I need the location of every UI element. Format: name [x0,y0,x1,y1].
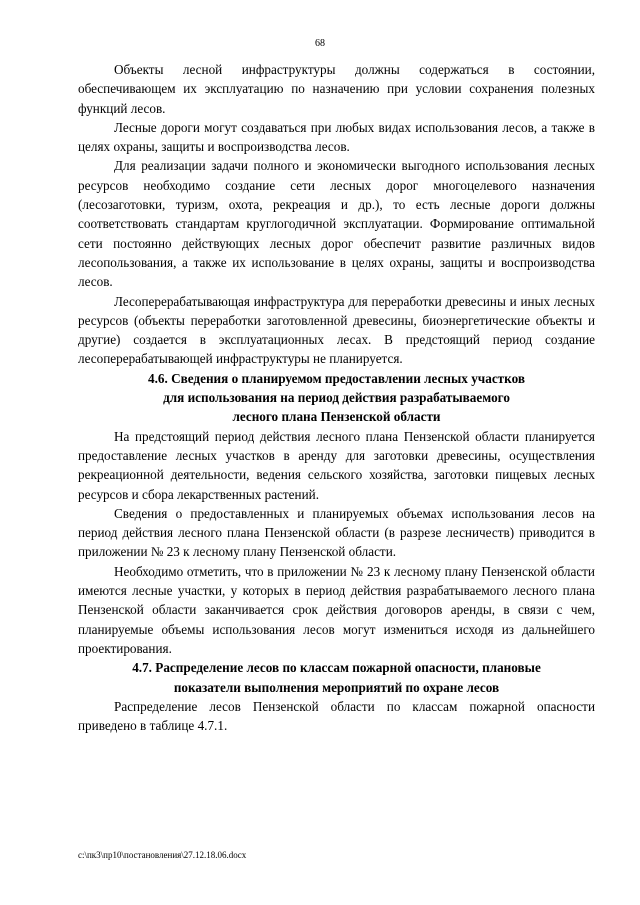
page-number: 68 [315,38,325,49]
heading-line: 4.6. Сведения о планируемом предоставлении лесных участков [148,370,525,386]
section-heading-4-6 [78,369,595,427]
paragraph: Для реализации задачи полного и экономически выгодного использования лесных ресурсов необходимо создание сети лесных дорог многоцелевого назначения (лесозаготовки, туризм, охота, рекреация и др.), то есть лесные дороги должны соответствовать стандартам круглогодичной эксплуатации. Формирование оптимальной сети постоянно действующих лесных дорог обеспечит развитие различных видов лесопользования, а также их использование в целях охраны, защиты и воспроизводства лесов. [78,158,595,290]
heading-line: показатели выполнения мероприятий по охране лесов [173,679,500,695]
section-heading-4-7 [78,658,595,697]
document-body [78,60,595,735]
paragraph: Объекты лесной инфраструктуры должны содержаться в состоянии, обеспечивающем их эксплуатацию по назначению при условии сохранения полезных функций лесов. [78,62,595,116]
heading-line: лесного плана Пензенской области [232,409,441,425]
paragraph: Необходимо отметить, что в приложении № 23 к лесному плану Пензенской области имеются лесные участки, у которых в период действия разрабатываемого лесного плана Пензенской области заканчивается срок действия договоров аренды, в связи с чем, планируемые объемы использования лесов могут измениться исходя из дальнейшего проектирования. [78,563,595,656]
paragraph: На предстоящий период действия лесного плана Пензенской области планируется предоставление лесных участков в аренду для заготовки древесины, осуществления рекреационной деятельности, ведения сельского хозяйства, заготовки пищевых лесных ресурсов и сбора лекарственных растений. [78,428,595,502]
paragraph: Сведения о предоставленных и планируемых объемах использования лесов на период действия лесного плана Пензенской области (в разрезе лесничеств) приводится в приложении № 23 к лесному плану Пензенской области. [78,505,595,560]
paragraph: Распределение лесов Пензенской области по классам пожарной опасности приведено в таблице 4.7.1. [78,698,595,734]
heading-line: для использования на период действия разрабатываемого [163,390,510,406]
heading-line: 4.7. Распределение лесов по классам пожарной опасности, плановые [132,660,541,676]
footer-file-path: c:\пк3\пр10\постановления\27.12.18.06.docx [78,850,247,860]
paragraph: Лесоперерабатывающая инфраструктура для переработки древесины и иных лесных ресурсов (объекты переработки заготовленной древесины, биоэнергетические объекты и другие) создается в эксплуатационных лесах. В предстоящий период создание лесоперерабатывающей инфраструктуры не планируется. [78,293,595,367]
paragraph: Лесные дороги могут создаваться при любых видах использования лесов, а также в целях охраны, защиты и воспроизводства лесов. [78,119,595,155]
